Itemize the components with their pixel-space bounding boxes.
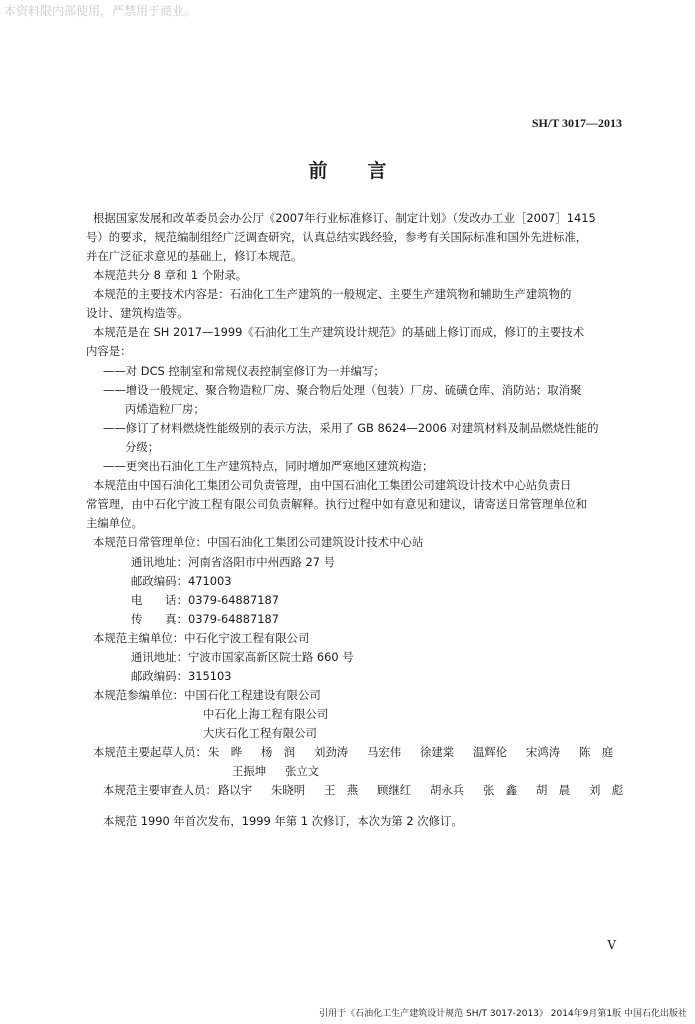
page-number: V xyxy=(607,938,616,952)
revision-history: 本规范 1990 年首次发布，1999 年第 1 次修订，本次为第 2 次修订。 xyxy=(103,814,463,828)
watermark: 本资料限内部使用，严禁用于商业。 xyxy=(4,4,197,18)
paragraph-line: 内容是： xyxy=(86,344,132,358)
daily-phone: 电 话：0379-64887187 xyxy=(131,593,280,607)
participating-unit-3: 大庆石化工程有限公司 xyxy=(203,726,317,740)
drafters-label: 本规范主要起草人员： xyxy=(93,745,207,759)
paragraph-line: 号）的要求，规范编制组经广泛调查研究，认真总结实践经验，参考有关国际标准和国外先进标准， xyxy=(86,230,588,244)
reviewer-name: 张 鑫 xyxy=(483,783,518,797)
page-title: 前言 xyxy=(308,160,427,182)
reviewer-name: 顾继红 xyxy=(377,783,412,797)
daily-zip: 邮政编码：471003 xyxy=(131,574,232,588)
daily-address: 通讯地址：河南省洛阳市中州西路 27 号 xyxy=(131,555,335,569)
paragraph-line: 常管理，由中石化宁波工程有限公司负责解释。执行过程中如有意见和建议，请寄送日常管理单位和 xyxy=(86,497,588,511)
paragraph-line: 根据国家发展和改革委员会办公厅《2007年行业标准修订、制定计划》（发改办工业［2007］1415 xyxy=(93,211,596,225)
drafter-name: 马宏伟 xyxy=(367,745,402,759)
drafter-name: 刘劲涛 xyxy=(314,745,349,759)
bullet-line: 丙烯造粒厂房； xyxy=(125,402,205,416)
paragraph-line: 本规范是在 SH 2017—1999《石油化工生产建筑设计规范》的基础上修订而成，修订的主要技术 xyxy=(93,325,585,339)
drafter-name: 王振坤 xyxy=(232,764,267,778)
chief-address: 通讯地址：宁波市国家高新区院士路 660 号 xyxy=(131,650,354,664)
paragraph-line: 本规范共分 8 章和 1 个附录。 xyxy=(93,268,248,282)
drafter-name: 温辉伦 xyxy=(473,745,508,759)
daily-mgmt-unit: 本规范日常管理单位：中国石油化工集团公司建筑设计技术中心站 xyxy=(93,535,424,549)
citation-footer: 引用于《石油化工生产建筑设计规范 SH/T 3017-2013》 2014年9月第1版 中国石化出版社 xyxy=(319,1009,687,1019)
paragraph-line: 并在广泛征求意见的基础上，修订本规范。 xyxy=(86,249,303,263)
reviewers-label: 本规范主要审查人员： xyxy=(103,783,217,797)
bullet-line: ——对 DCS 控制室和常规仪表控制室修订为一并编写； xyxy=(103,364,385,378)
drafter-name: 张立文 xyxy=(285,764,320,778)
reviewer-name: 王 燕 xyxy=(324,783,359,797)
reviewer-name: 路以宇 xyxy=(218,783,253,797)
chief-zip: 邮政编码：315103 xyxy=(131,669,232,683)
drafter-name: 朱 晔 xyxy=(208,745,243,759)
bullet-line: ——增设一般规定、聚合物造粒厂房、聚合物后处理（包装）厂房、硫磺仓库、消防站；取消聚 xyxy=(103,383,582,397)
drafter-name: 徐建棠 xyxy=(420,745,455,759)
paragraph-line: 设计、建筑构造等。 xyxy=(86,306,189,320)
participating-unit-2: 中石化上海工程有限公司 xyxy=(203,707,329,721)
drafter-name: 宋鸿涛 xyxy=(526,745,561,759)
paragraph-line: 本规范的主要技术内容是：石油化工生产建筑的一般规定、主要生产建筑物和辅助生产建筑物的 xyxy=(93,287,572,301)
bullet-line: ——修订了材料燃烧性能级别的表示方法，采用了 GB 8624—2006 对建筑材料及制品燃烧性能的 xyxy=(103,421,599,435)
reviewer-name: 刘 彪 xyxy=(589,783,624,797)
bullet-line: 分级； xyxy=(125,440,160,454)
reviewer-name: 胡 晨 xyxy=(536,783,571,797)
drafter-name: 陈 庭 xyxy=(579,745,614,759)
reviewer-name: 朱晓明 xyxy=(271,783,306,797)
paragraph-line: 本规范由中国石油化工集团公司负责管理，由中国石油化工集团公司建筑设计技术中心站负责日 xyxy=(93,478,572,492)
participating-unit: 本规范参编单位：中国石化工程建设有限公司 xyxy=(93,688,321,702)
bullet-line: ——更突出石油化工生产建筑特点，同时增加严寒地区建筑构造； xyxy=(103,459,434,473)
drafter-name: 杨 润 xyxy=(261,745,296,759)
daily-fax: 传 真：0379-64887187 xyxy=(131,612,280,626)
standard-code: SH/T 3017—2013 xyxy=(531,116,622,130)
paragraph-line: 主编单位。 xyxy=(86,516,143,530)
chief-unit: 本规范主编单位：中石化宁波工程有限公司 xyxy=(93,631,310,645)
reviewer-name: 胡永兵 xyxy=(430,783,465,797)
